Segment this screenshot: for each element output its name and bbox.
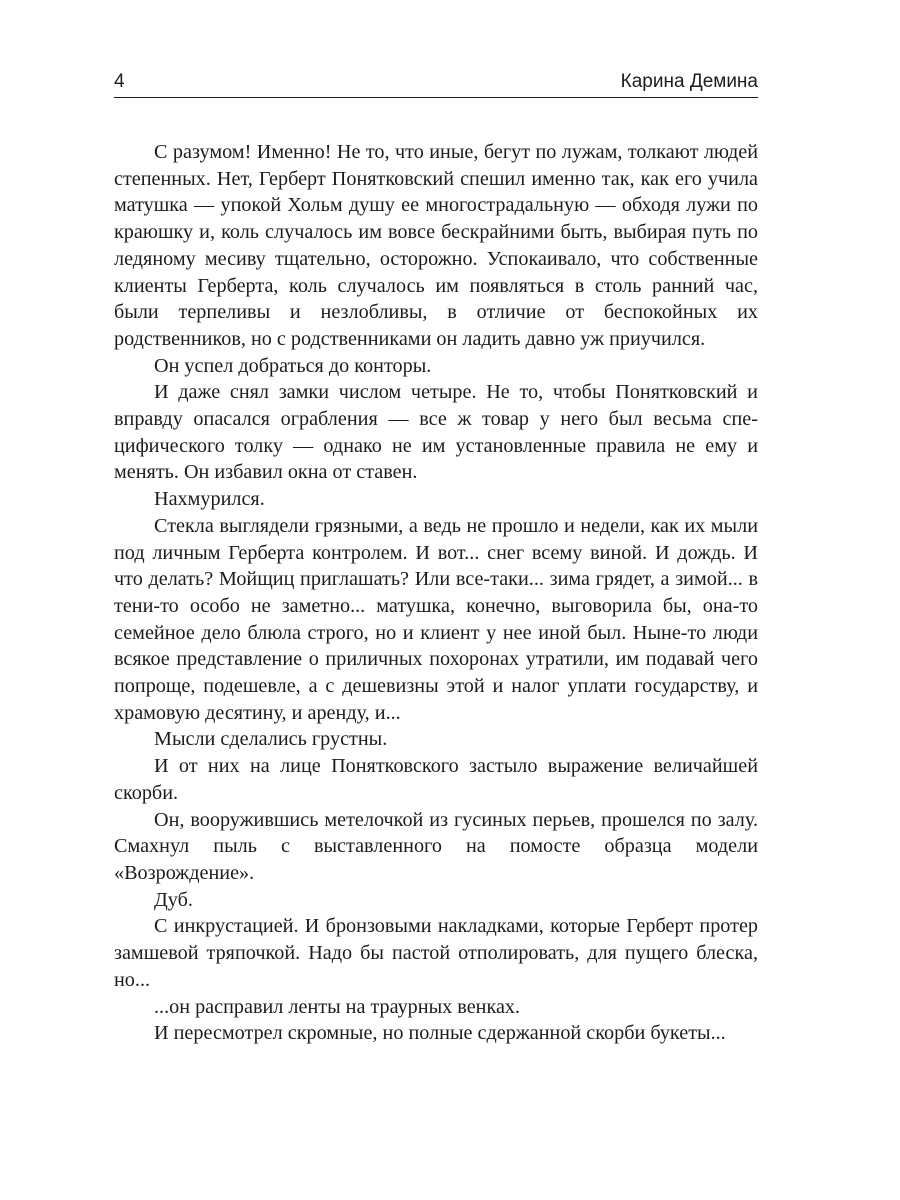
paragraph: И пересмотрел скромные, но полные сдержанной скорби букеты... xyxy=(154,1022,726,1045)
paragraph: Дуб. xyxy=(154,888,193,911)
header-rule xyxy=(114,97,758,98)
paragraph: Он успел добраться до конторы. xyxy=(154,354,432,377)
paragraph: ...он расправил ленты на траурных венках. xyxy=(154,995,521,1018)
paragraph: Стекла выглядели грязными, а ведь не прошло и недели, как их мыли под личным Герберта контролем. И вот... снег всему виной. И дождь. И что делать? Мойщиц приглашать? Или все-таки... зима грядет, а зимой... в тени-то особо не заметно... матушка, конечно, выговорила бы, она-то семейное дело блюла строго, но и клиент у нее иной был. Ныне-то люди всякое представление о приличных похоронах утратили, им подавай чего попроще, подешевле, а с дешевизны этой и налог уплати государству, и храмовую десятину, и аренду, и... xyxy=(114,514,758,724)
paragraph: Он, вооружившись метелочкой из гусиных перьев, прошелся по залу. Смахнул пыль с выставленного на помосте образца модели «Возрождение». xyxy=(114,808,758,884)
paragraph: С разумом! Именно! Не то, что иные, бегут по лужам, толкают людей степенных. Нет, Герберт Понятковский спешил именно так, как его учила матушка — упокой Хольм душу ее многострадальную — обходя лужи по краюшку и, коль случалось им вовсе бескрайними быть, выбирая путь по ледяному месиву тщательно, осторожно. Успокаивало, что собственные клиенты Герберта, коль случалось им появляться в столь ранний час, были терпеливы и незлобливы, в отличие от беспокойных их родственников, но с родственниками он ладить давно уж приучился. xyxy=(114,141,758,350)
paragraph: Нахмурился. xyxy=(154,488,265,511)
paragraph: И даже снял замки числом четыре. Не то, чтобы Понятковский и вправду опасался ограбления — все ж товар у него был весьма специфического толку — однако не им установленные правила не ему и менять. Он избавил окна от ставен. xyxy=(114,381,758,484)
page-number: 4 xyxy=(114,71,125,92)
paragraph: С инкрустацией. И бронзовыми накладками, которые Герберт протер замшевой тряпочкой. Надо бы пастой отполировать, для пущего блеска, но... xyxy=(114,915,758,991)
running-head-author: Карина Демина xyxy=(620,71,758,92)
body-text xyxy=(114,139,758,1047)
paragraph: Мысли сделались грустны. xyxy=(154,728,388,751)
paragraph: И от них на лице Понятковского застыло выражение величайшей скорби. xyxy=(114,755,758,804)
running-head xyxy=(114,68,758,98)
